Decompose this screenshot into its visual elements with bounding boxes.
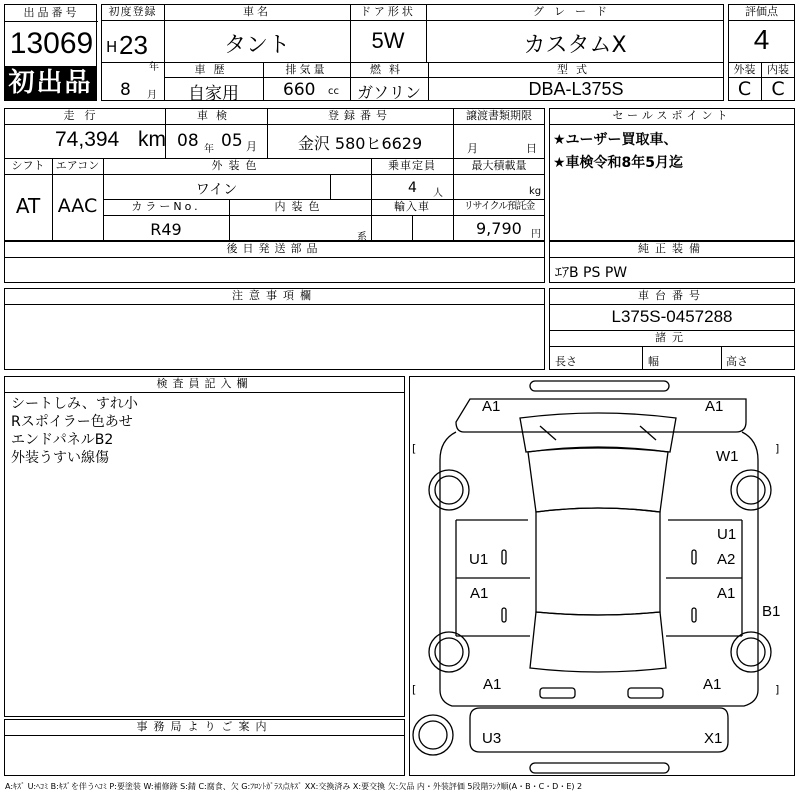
inspection-month: 05 xyxy=(221,131,243,151)
shift-label: シフト xyxy=(11,159,45,172)
transfer-day-unit: 日 xyxy=(526,142,537,155)
score: 4 xyxy=(753,24,770,55)
svg-text:[: [ xyxy=(412,683,417,696)
height-label: 高さ xyxy=(726,355,748,368)
office-label: 事務局よりご案内 xyxy=(136,720,273,733)
damage-mark-u1-left: U1 xyxy=(469,551,489,568)
mileage-label: 走行 xyxy=(63,109,106,122)
svg-text:]: ] xyxy=(775,683,780,696)
damage-legend: A:ｷｽﾞ U:ﾍｺﾐ B:ｷｽﾞを伴うﾍｺﾐ P:要塗装 W:補修跡 S:錆 C:腐食、欠 G:ﾌﾛﾝﾄｶﾞﾗｽ点ｷｽﾞ XX:交換済み X:要交換 欠:欠品 内・外装評価 5段階ﾗﾝｸ順(A・B・C・D・E) 2 xyxy=(5,782,583,791)
max-load-unit: kg xyxy=(529,186,542,197)
car-name: タント xyxy=(223,33,290,58)
sales-point-1: ★ユーザー買取車、 xyxy=(553,132,678,148)
transfer-month-unit: 月 xyxy=(467,142,478,155)
color-label: 外装色 xyxy=(211,159,263,172)
import-label: 輸入車 xyxy=(394,200,430,213)
color-no-label: カラーNo. xyxy=(131,200,201,213)
later-parts-label: 後日発送部品 xyxy=(226,242,323,255)
transfer-deadline-label: 譲渡書類期限 xyxy=(466,109,532,122)
history: 自家用 xyxy=(188,84,239,104)
damage-mark-a1-front-left: A1 xyxy=(482,398,501,415)
inspector-note-2: Rスポイラー色あせ xyxy=(11,414,133,430)
exterior-grade: C xyxy=(737,78,752,100)
capacity-label: 乗車定員 xyxy=(388,159,436,172)
max-load-label: 最大積載量 xyxy=(471,159,527,172)
damage-mark-a1-mid-right: A1 xyxy=(717,585,736,602)
color-no: R49 xyxy=(150,220,182,239)
damage-mark-x1: X1 xyxy=(704,730,723,747)
width-label: 幅 xyxy=(648,355,659,368)
damage-diagram xyxy=(409,376,795,776)
svg-text:[: [ xyxy=(412,442,417,455)
color: ワイン xyxy=(195,182,238,198)
month-unit: 月 xyxy=(147,90,157,101)
notes-label: 注意事項欄 xyxy=(232,289,317,302)
sales-point-box xyxy=(549,108,795,241)
interior-label: 内装 xyxy=(767,63,789,76)
displacement-label: 排気量 xyxy=(285,63,328,76)
model-label: 型式 xyxy=(557,63,595,76)
inspection-month-unit: 月 xyxy=(246,140,257,153)
damage-mark-a2-right: A2 xyxy=(717,551,736,568)
sales-point-2: ★車検令和8年5月迄 xyxy=(553,155,684,171)
grade-label: グレード xyxy=(533,5,617,18)
damage-mark-b1-right: B1 xyxy=(762,603,781,620)
inspection-year-unit: 年 xyxy=(204,144,214,155)
damage-mark-w1: W1 xyxy=(716,448,739,465)
lot-number-label: 出品番号 xyxy=(23,6,80,19)
capacity-unit: 人 xyxy=(433,188,443,199)
displacement: 660 xyxy=(283,80,316,100)
svg-text:]: ] xyxy=(775,442,780,455)
chassis-label: 車台番号 xyxy=(638,289,706,302)
inspector-note-3: エンドパネルB2 xyxy=(11,432,114,448)
grade: カスタムX xyxy=(523,33,627,58)
exterior-label: 外装 xyxy=(733,63,756,76)
damage-mark-u1-right: U1 xyxy=(717,526,737,543)
era: H xyxy=(106,38,118,56)
shift: AT xyxy=(15,194,41,218)
inspection-year: 08 xyxy=(177,131,199,151)
reg-year: 23 xyxy=(119,30,148,60)
inspector-note-4: 外装うすい線傷 xyxy=(11,450,109,466)
damage-mark-a1-rear-left: A1 xyxy=(483,676,502,693)
interior-color-unit: 系 xyxy=(357,232,367,243)
fuel: ガソリン xyxy=(356,83,421,102)
reg-month: 8 xyxy=(120,80,131,100)
displacement-unit: cc xyxy=(328,86,339,97)
damage-mark-a1-rear-right: A1 xyxy=(703,676,722,693)
door-type: 5W xyxy=(371,28,405,53)
year-unit: 年 xyxy=(149,62,159,73)
recycle-label: リサイクル預託金 xyxy=(463,201,535,212)
inspection-label: 車検 xyxy=(197,109,235,122)
mileage-unit: km xyxy=(138,128,166,151)
damage-mark-a1-mid-left: A1 xyxy=(470,585,489,602)
interior-grade: C xyxy=(771,78,785,100)
sales-point-label: セールスポイント xyxy=(612,109,732,122)
score-label: 評価点 xyxy=(745,5,778,18)
mileage: 74,394 xyxy=(55,128,120,151)
length-label: 長さ xyxy=(555,355,577,368)
door-label: ドア形状 xyxy=(360,5,416,18)
chassis-number: L375S-0457288 xyxy=(611,307,733,326)
ac-label: エアコン xyxy=(55,159,100,172)
equipment: ｴｱB PS PW xyxy=(555,265,628,281)
car-name-label: 車名 xyxy=(243,5,271,18)
ac: AAC xyxy=(57,195,98,217)
model: DBA-L375S xyxy=(528,79,624,99)
dims-label: 諸元 xyxy=(655,331,689,344)
interior-color-label: 内装色 xyxy=(274,200,326,213)
inspector-label: 検査員記入欄 xyxy=(156,377,253,390)
capacity: 4 xyxy=(408,180,417,196)
fuel-label: 燃料 xyxy=(370,63,408,76)
recycle-fee: 9,790 xyxy=(476,219,522,238)
reg-number: 金沢 580ヒ6629 xyxy=(297,134,423,153)
damage-mark-a1-front-right: A1 xyxy=(705,398,724,415)
lot-number: 13069 xyxy=(9,27,94,60)
inspector-note-1: シートしみ、すれ小 xyxy=(11,396,138,412)
damage-mark-u3: U3 xyxy=(482,730,502,747)
reg-number-label: 登録番号 xyxy=(328,109,392,122)
recycle-unit: 円 xyxy=(531,229,541,240)
history-label: 車歴 xyxy=(194,63,233,76)
first-listing-badge: 初出品 xyxy=(4,66,97,101)
equipment-label: 純正装備 xyxy=(638,242,706,255)
first-reg-label: 初度登録 xyxy=(108,5,157,18)
